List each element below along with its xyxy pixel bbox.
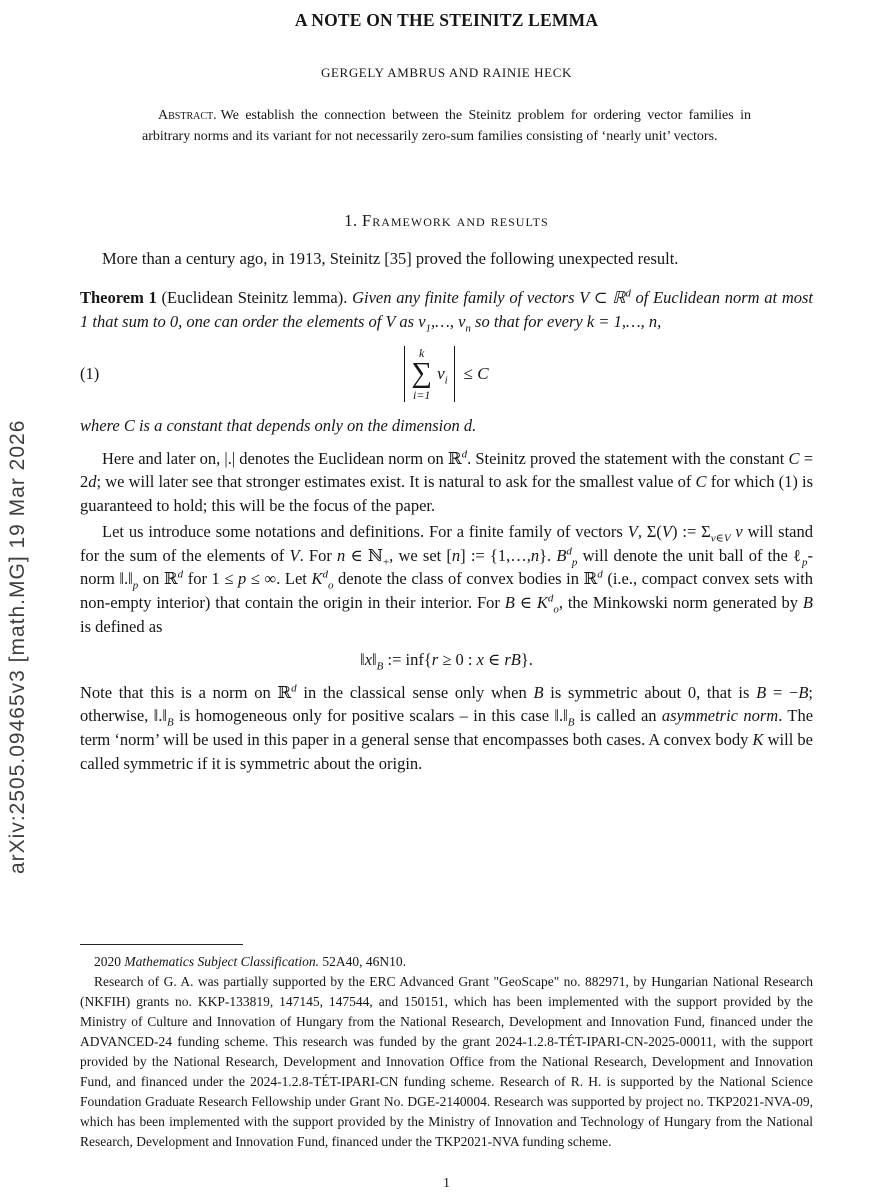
paper-authors: GERGELY AMBRUS AND RAINIE HECK (321, 65, 572, 80)
equation-number: (1) (80, 364, 100, 384)
sum-upper-limit: k (419, 346, 425, 361)
sum-operator: ∑ (411, 357, 433, 390)
theorem-where-clause: where C is a constant that depends only on the dimension d. (80, 415, 477, 435)
paper-title: A NOTE ON THE STEINITZ LEMMA (294, 10, 599, 30)
paragraph-notations: Let us introduce some notations and definitions. For a finite family of vectors V, Σ(V) := $\Sigma_{v\in V}$ v will stand for the sum of the elements of V. For n ∈ ℕ$_+$, we set [n] := {1,…,n}. $B^d_p$ will denote the unit ball of the ℓ$_p$-norm $‖.‖_p$ on ℝ$^d$ for 1 ≤ p ≤ ∞. Let $K^d_o$ denote the class of convex bodies in ℝ$^d$ (i.e., compact convex sets with non-empty interior) that contain the origin in their interior. For B ∈ $K^d_o$, the Minkowski norm generated by B is defined as (80, 521, 814, 636)
paper-content (80, 0, 813, 776)
absolute-value-bars (404, 346, 454, 402)
summand (437, 364, 448, 387)
summand-index: i (444, 374, 448, 387)
summation (411, 347, 432, 401)
footnote-msc: 2020 Mathematics Subject Classification. 52A40, 46N10. (94, 954, 406, 969)
arxiv-watermark: arXiv:2505.09465v3 [math.MG] 19 Mar 2026 (6, 419, 29, 874)
footnote-block (80, 944, 813, 1152)
paragraph-intro: More than a century ago, in 1913, Steinitz [35] proved the following unexpected result. (102, 249, 679, 268)
abstract-text: We establish the connection between the Steinitz problem for ordering vector families in arbitrary norms and its variant for not necessarily zero-sum families consisting of ‘nearly unit’ vectors. (142, 108, 751, 144)
equation-minkowski-norm: $‖x‖_B$ := inf{r ≥ 0 : x ∈ rB}. (360, 649, 533, 672)
theorem-text: Given any finite family of vectors V ⊂ ℝ$^d$ of Euclidean norm at most 1 that sum to 0, one can order the elements of V as $v_1,\dots$, $v_n$ so that for every k = 1,…, n, (80, 287, 813, 334)
theorem-label: Theorem 1 (80, 287, 157, 307)
theorem-name: (Euclidean Steinitz lemma). (156, 287, 353, 307)
sum-lower-limit: i=1 (413, 387, 431, 402)
footnote-rule (80, 944, 243, 945)
section-heading (80, 211, 813, 231)
paragraph-asymmetric-norm: Note that this is a norm on ℝ$^d$ in the classical sense only when B is symmetric about 0, that is B = −B; otherwise, $‖.‖_B$ is homogeneous only for positive scalars – in this case $‖.‖_B$ is called an asymmetric norm. The term ‘norm’ will be used in this paper in a general sense that encompasses both cases. A convex body K will be called symmetric if it is symmetric about the origin. (80, 682, 814, 773)
summand-variable: v (437, 364, 445, 384)
footnote-funding: Research of G. A. was partially supported by the ERC Advanced Grant "GeoScape" no. 882971, by Hungarian National Research (NKFIH) grants no. KKP-133819, 147145, 147544, and 150151, which has been implemented with the support provided by the Ministry of Culture and Innovation of Hungary from the National Research, Development and Innovation Fund, financed under the ADVANCED-24 funding scheme. This research was funded by the grant 2024-1.2.8-TÉT-IPARI-CN-2025-00011, with the support provided by the National Research, Development and Innovation Office from the National Research, Development and Innovation Fund, and financed under the 2024-1.2.8-TÉT-IPARI-CN funding scheme. Research of R. H. is supported by the National Science Foundation Graduate Research Fellowship under Grant No. DGE-2140004. Research was supported by project no. TKP2021-NVA-09, which has been implemented with the support provided by the Ministry of Innovation and Technology of Hungary from the National Research, Development and Innovation Fund, financed under the TKP2021-NVA funding scheme. (80, 973, 813, 1149)
equation-1 (80, 346, 813, 402)
section-number: 1. (344, 211, 358, 230)
section-title: Framework and results (362, 211, 549, 230)
page-number: 1 (443, 1176, 450, 1191)
abstract-block (142, 105, 751, 147)
equation-body (80, 346, 813, 402)
theorem-block (80, 286, 813, 334)
abstract-label: Abstract. (158, 108, 217, 123)
equation-relation: ≤ C (463, 364, 489, 384)
paragraph-euclidean-norm: Here and later on, |.| denotes the Euclidean norm on ℝ$^d$. Steinitz proved the statement with the constant C = 2d; we will later see that stronger estimates exist. It is natural to ask for the smallest value of C for which (1) is guaranteed to hold; this will be the focus of the paper. (80, 448, 814, 516)
